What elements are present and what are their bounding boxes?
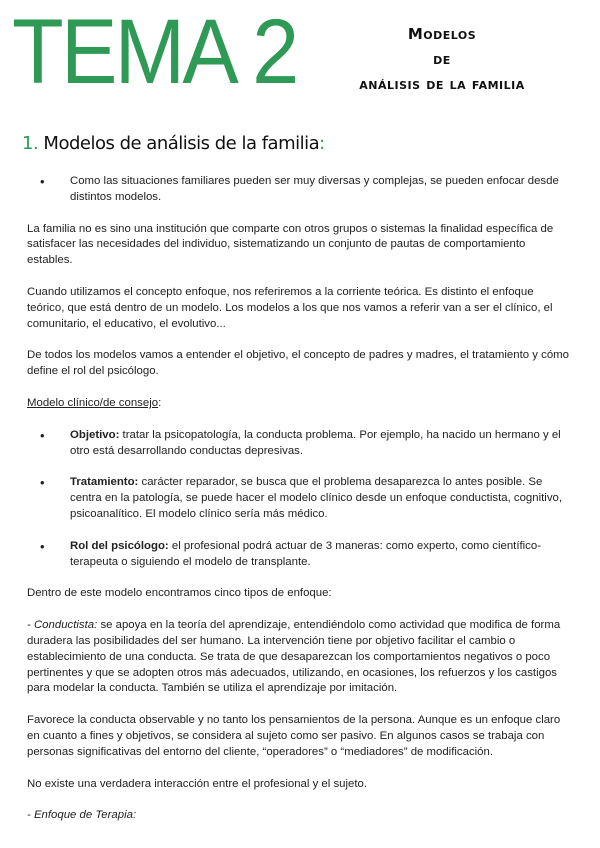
side-title-line1: Modelos	[407, 25, 477, 43]
tratamiento-text: carácter reparador, se busca que el problema desaparezca lo antes posible. Se centra en la patología, se puede hacer el modelo clínico desde un enfoque conductista, cognitivo, psicoanalítico. El modelo clínico sería más médico.	[70, 476, 563, 520]
paragraph-enfoque: Cuando utilizamos el concepto enfoque, nos referiremos a la corriente teórica. Es distinto el enfoque teórico, que está dentro de un modelo. Los modelos a los que nos vamos a referir van a ser el clínico, el comunitario, el educativo, el evolutivo...	[27, 285, 553, 330]
model-title: Modelo clínico/de consejo	[27, 396, 159, 409]
objetivo-text: tratar la psicopatología, la conducta problema. Por ejemplo, ha nacido un hermano y el otro está desarrollando conductas depresivas.	[70, 428, 561, 457]
section-heading	[22, 133, 325, 154]
model-title-suffix: :	[158, 396, 162, 409]
model-heading	[27, 396, 573, 412]
paragraph-enfoques-intro: Dentro de este modelo encontramos cinco tipos de enfoque:	[27, 587, 332, 600]
paragraph-conductista	[27, 618, 573, 697]
objetivo-label: Objetivo:	[70, 428, 120, 441]
bullet-rol	[27, 539, 573, 571]
paragraph-conducta-observable: Favorece la conducta observable y no tanto los pensamientos de la persona. Aunque es un enfoque claro en cuanto a fines y objetivos, se considera al sujeto como ser pasivo. En algunos casos se trabaja con personas significativas del entorno del cliente, “operadores” o “mediadores” de modificación.	[27, 714, 561, 758]
tratamiento-label: Tratamiento:	[70, 476, 139, 489]
conductista-text: se apoya en la teoría del aprendizaje, entendiéndolo como actividad que modifica de forma duradera las posibilidades del ser humano. La intervención tiene por objetivo facilitar el cambio o establecimiento de una conducta. Se trata de que desaparezcan los comportamientos negativos o poco pertinentes y que se adopten otros más adecuados, utilizando, en ocasiones, los refuerzos y los castigos para modelar la conducta. También se utiliza el aprendizaje por imitación.	[27, 619, 561, 695]
section-number: 1.	[22, 133, 39, 154]
page-title: TEMA 2	[12, 1, 297, 103]
terapia-heading	[27, 808, 573, 824]
terapia-label: - Enfoque de Terapia:	[27, 809, 137, 822]
rol-text: el profesional podrá actuar de 3 maneras: como experto, como científico-terapeuta o siguiendo el modelo de transplante.	[70, 539, 542, 568]
side-title-line2: de	[433, 50, 451, 68]
document-body	[27, 174, 573, 840]
side-title	[342, 22, 542, 97]
bullet-objetivo	[27, 428, 573, 460]
side-title-line3: análisis de la familia	[359, 75, 525, 93]
intro-bullet: • Como las situaciones familiares pueden ser muy diversas y complejas, se pueden enfocar desde distintos modelos.	[27, 174, 573, 206]
paragraph-models-overview: De todos los modelos vamos a entender el objetivo, el concepto de padres y madres, el tratamiento y cómo define el rol del psicólogo.	[27, 349, 569, 378]
bullet-tratamiento	[27, 475, 573, 522]
paragraph-family-definition: La familia no es sino una institución que comparte con otros grupos o sistemas la finalidad específica de satisfacer las necesidades del individuo, sistematizando un conjunto de pautas de comportamiento estables.	[27, 222, 554, 267]
rol-label: Rol del psicólogo:	[70, 539, 169, 552]
conductista-label: - Conductista:	[27, 619, 98, 632]
section-suffix: :	[319, 133, 325, 154]
paragraph-interaccion: No existe una verdadera interacción entre el profesional y el sujeto.	[27, 777, 368, 790]
section-title: Modelos de análisis de la familia	[43, 133, 320, 154]
